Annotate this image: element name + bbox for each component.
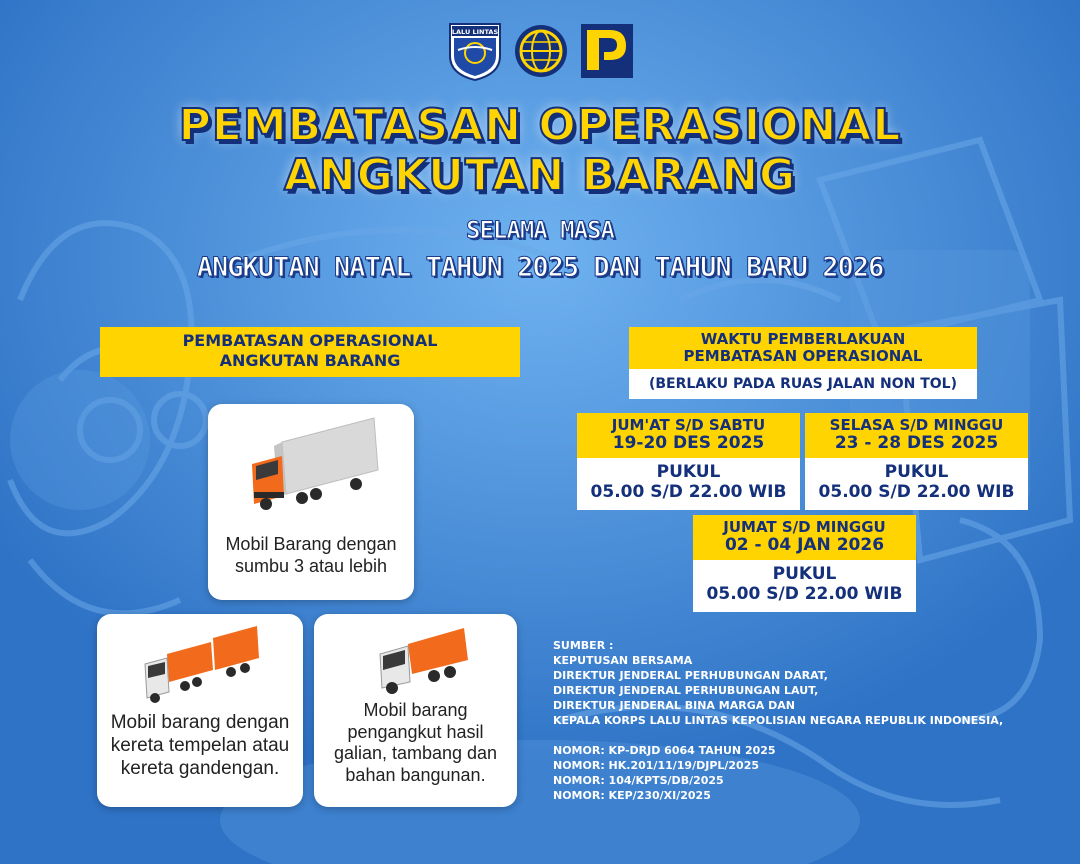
lalu-lintas-badge-icon: [446, 20, 504, 82]
schedule-section-header: [629, 327, 977, 369]
schedule-days: SELASA S/D MINGGU: [829, 416, 1004, 434]
schedule-header-line2: PEMBATASAN OPERASIONAL: [683, 347, 923, 366]
source-line: DIREKTUR JENDERAL BINA MARGA DAN: [553, 699, 795, 712]
vehicle-desc-line: sumbu 3 atau lebih: [234, 555, 388, 576]
schedule-time-label: PUKUL: [772, 564, 837, 584]
schedule-card: [577, 413, 800, 510]
vehicle-desc-line: pengangkut hasil: [347, 721, 484, 742]
vehicle-card-dump-truck: [314, 614, 517, 807]
dump-truck-icon: [368, 616, 478, 698]
vehicle-desc-line: Mobil barang: [363, 700, 468, 720]
kemenhub-globe-icon: [512, 20, 570, 82]
vehicle-desc-line: Mobil Barang dengan: [225, 534, 397, 554]
vehicle-desc-line: galian, tambang dan: [333, 743, 498, 764]
schedule-dates: 02 - 04 JAN 2026: [724, 534, 885, 555]
schedule-dates: 19-20 DES 2025: [612, 432, 765, 453]
schedule-time-label: PUKUL: [656, 462, 721, 482]
schedule-card: [693, 515, 916, 612]
vehicle-section-header: [100, 327, 520, 377]
source-number: NOMOR: HK.201/11/19/DJPL/2025: [553, 759, 760, 772]
source-line: KEPALA KORPS LALU LINTAS KEPOLISIAN NEGARA REPUBLIK INDONESIA,: [553, 714, 1004, 727]
logo-row: [446, 20, 636, 82]
schedule-days: JUMAT S/D MINGGU: [723, 518, 886, 536]
schedule-days: JUM'AT S/D SABTU: [611, 416, 766, 434]
source-line: KEPUTUSAN BERSAMA: [553, 654, 693, 667]
vehicle-card-trailer-truck: [97, 614, 303, 807]
schedule-time-label: PUKUL: [884, 462, 949, 482]
schedule-card: [805, 413, 1028, 510]
pupr-logo-icon: [578, 20, 636, 82]
vehicle-desc-line: kereta gandengan.: [120, 757, 280, 779]
schedule-header-line1: WAKTU PEMBERLAKUAN: [700, 330, 906, 348]
subtitle-line1: SELAMA MASA: [466, 216, 614, 244]
source-line: DIREKTUR JENDERAL PERHUBUNGAN DARAT,: [553, 669, 828, 682]
source-number: NOMOR: KEP/230/XI/2025: [553, 789, 711, 802]
source-line: DIREKTUR JENDERAL PERHUBUNGAN LAUT,: [553, 684, 819, 697]
schedule-dates: 23 - 28 DES 2025: [834, 432, 999, 453]
schedule-time: 05.00 S/D 22.00 WIB: [818, 482, 1015, 503]
main-title-line2: ANGKUTAN BARANG: [283, 150, 797, 201]
source-number: NOMOR: KP-DRJD 6064 TAHUN 2025: [553, 744, 776, 757]
source-heading: SUMBER :: [553, 639, 614, 652]
vehicle-card-box-truck: [208, 404, 414, 600]
vehicle-desc-line: Mobil barang dengan: [110, 712, 290, 733]
main-title-line1: PEMBATASAN OPERASIONAL: [178, 100, 902, 151]
vehicle-desc-line: kereta tempelan atau: [110, 734, 290, 756]
schedule-time: 05.00 S/D 22.00 WIB: [706, 584, 903, 605]
schedule-note: (BERLAKU PADA RUAS JALAN NON TOL): [629, 369, 977, 399]
vehicle-section-header-line2: ANGKUTAN BARANG: [219, 351, 401, 370]
vehicle-section-header-line1: PEMBATASAN OPERASIONAL: [182, 331, 438, 350]
svg-text:LALU LINTAS: LALU LINTAS: [451, 28, 499, 36]
trailer-truck-icon: [135, 618, 275, 708]
schedule-time: 05.00 S/D 22.00 WIB: [590, 482, 787, 503]
subtitle-line2: ANGKUTAN NATAL TAHUN 2025 DAN TAHUN BARU 2026: [196, 252, 884, 283]
vehicle-desc-line: bahan bangunan.: [345, 764, 486, 785]
source-block: [553, 638, 1053, 803]
box-truck-icon: [244, 412, 384, 512]
source-number: NOMOR: 104/KPTS/DB/2025: [553, 774, 724, 787]
